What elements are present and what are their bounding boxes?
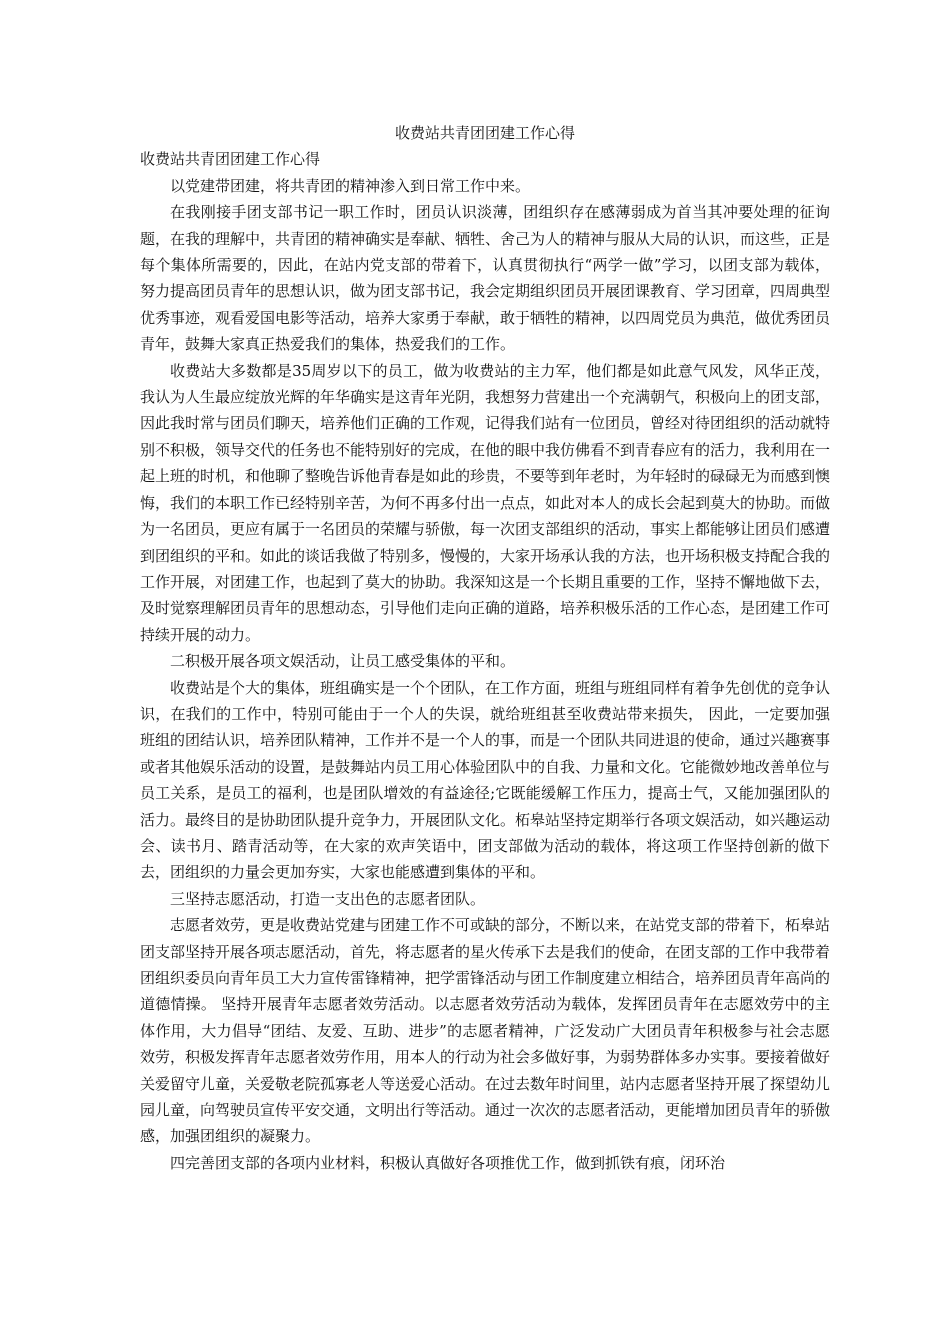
paragraph-1: 在我刚接手团支部书记一职工作时，团员认识淡薄，团组织存在感薄弱成为首当其冲要处理的征询题，在我的理解中，共青团的精神确实是奉献、牺牲、舍己为人的精神与服从大局的认识，而这些，正是每个集体所需要的，因此，在站内党支部的带着下，认真贯彻执行“两学一做”学习，以团支部为载体，努力提高团员青年的思想认识，做为团支部书记，我会定期组织团员开展团课教育、学习团章，四周典型优秀事迹，观看爱国电影等活动，培养大家勇于奉献，敢于牺牲的精神，以四周党员为典范，做优秀团员青年，鼓舞大家真正热爱我们的集体，热爱我们的工作。 [140,203,831,354]
document-subtitle: 收费站共青团团建工作心得 [140,150,321,169]
paragraph-intro: 以党建带团建，将共青团的精神渗入到日常工作中来。 [170,176,531,195]
document-title: 收费站共青团团建工作心得 [394,124,575,142]
paragraph-3: 收费站是个大的集体，班组确实是一个个团队，在工作方面，班组与班组同样有着争先创优的竞争认识，在我们的工作中，特别可能由于一个人的失误，就给班组甚至收费站带来损失， 因此，一定要加强班组的团结认识，培养团队精神，工作并不是一个人的事，而是一个团队共同进退的使命，通过兴趣赛事或者其他娱乐活动的设置，是鼓舞站内员工用心体验团队中的自我、力量和文化。它能微妙地改善单位与员工关系，是员工的福利，也是团队增效的有益途径;它既能缓解工作压力，提高士气，又能加强团队的活力。最终目的是协助团队提升竞争力，开展团队文化。柘皋站坚持定期举行各项文娱活动，如兴趣运动会、读书月、踏青活动等，在大家的欢声笑语中，团支部做为活动的载体，将这项工作坚持创新的做下去，团组织的力量会更加夯实，大家也能感遭到集体的平和。 [140,678,831,882]
document-page [140,120,830,1176]
section-heading-4: 四完善团支部的各项内业材料，积极认真做好各项推优工作，做到抓铁有痕，闭环治 [170,1153,726,1172]
section-heading-2: 二积极开展各项文娱活动，让员工感受集体的平和。 [170,652,516,671]
paragraph-4: 志愿者效劳，更是收费站党建与团建工作不可或缺的部分，不断以来，在站党支部的带着下，柘皋站团支部坚持开展各项志愿活动，首先，将志愿者的星火传承下去是我们的使命，在团支部的工作中我带着团组织委员向青年员工大力宣传雷锋精神，把学雷锋活动与团工作制度建立相结合，培养团员青年高尚的道德情操。 坚持开展青年志愿者效劳活动。以志愿者效劳活动为载体，发挥团员青年在志愿效劳中的主体作用，大力倡导“团结、友爱、互助、进步”的志愿者精神，广泛发动广大团员青年积极参与社会志愿效劳，积极发挥青年志愿者效劳作用，用本人的行动为社会多做好事，为弱势群体多办实事。要接着做好关爱留守儿童，关爱敬老院孤寡老人等送爱心活动。在过去数年时间里，站内志愿者坚持开展了探望幼儿园儿童，向驾驶员宣传平安交通，文明出行等活动。通过一次次的志愿者活动，更能增加团员青年的骄傲感，加强团组织的凝聚力。 [140,916,831,1146]
section-heading-3: 三坚持志愿活动，打造一支出色的志愿者团队。 [170,889,486,908]
paragraph-2: 收费站大多数都是35周岁以下的员工，做为收费站的主力军，他们都是如此意气风发，风华正茂，我认为人生最应绽放光辉的年华确实是这青年光阴，我想努力营建出一个充满朝气，积极向上的团支部，因此我时常与团员们聊天，培养他们正确的工作观，记得我们站有一位团员，曾经对待团组织的活动就特别不积极，领导交代的任务也不能特别好的完成，在他的眼中我仿佛看不到青春应有的活力，我利用在一起上班的时机，和他聊了整晚告诉他青春是如此的珍贵，不要等到年老时，为年轻时的碌碌无为而感到懊悔，我们的本职工作已经特别辛苦，为何不再多付出一点点，如此对本人的成长会起到莫大的协助。而做为一名团员，更应有属于一名团员的荣耀与骄傲，每一次团支部组织的活动，事实上都能够让团员们感遭到团组织的平和。如此的谈话我做了特别多，慢慢的，大家开场承认我的方法，也开场积极支持配合我的工作开展，对团建工作，也起到了莫大的协助。我深知这是一个长期且重要的工作，坚持不懈地做下去，及时觉察理解团员青年的思想动态，引导他们走向正确的道路，培养积极乐活的工作心态，是团建工作可持续开展的动力。 [140,361,831,644]
